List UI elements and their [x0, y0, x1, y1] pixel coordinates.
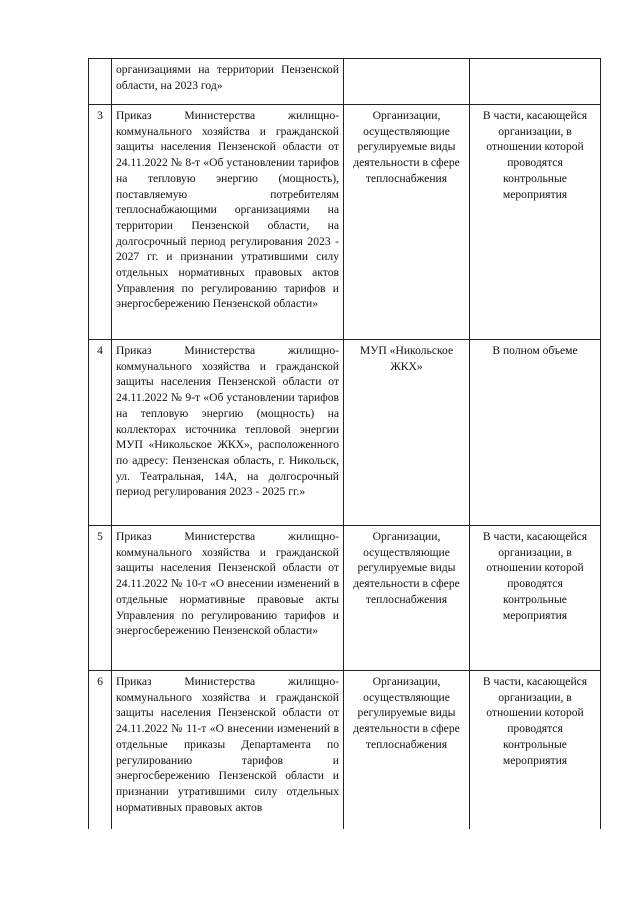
- organization-cell: [344, 59, 470, 105]
- document-title: организациями на территории Пензенской области, на 2023 год»: [112, 59, 344, 105]
- scope-cell: В полном объеме: [470, 340, 601, 526]
- row-number: 4: [89, 340, 112, 526]
- organization-cell: Организации, осуществляющие регулируемые виды деятельности в сфере теплоснабжения: [344, 105, 470, 340]
- documents-table: [88, 58, 601, 829]
- row-number: 6: [89, 671, 112, 829]
- organization-cell: Организации, осуществляющие регулируемые виды деятельности в сфере теплоснабжения: [344, 526, 470, 671]
- document-title: Приказ Министерства жилищно-коммунального хозяйства и гражданской защиты населения Пензенской области от 24.11.2022 № 10-т «О внесении изменений в отдельные нормативные правовые акты Управления по регулированию тарифов и энергосбережению Пензенской области»: [112, 526, 344, 671]
- row-number: 3: [89, 105, 112, 340]
- document-title: Приказ Министерства жилищно-коммунального хозяйства и гражданской защиты населения Пензенской области от 24.11.2022 № 9-т «Об установлении тарифов на тепловую энергию (мощность) на коллекторах источника тепловой энергии МУП «Никольское ЖКХ», расположенного по адресу: Пензенская область, г. Никольск, ул. Театральная, 14А, на долгосрочный период регулирования 2023 - 2025 гг.»: [112, 340, 344, 526]
- scope-cell: В части, касающейся организации, в отношении которой проводятся контрольные мероприятия: [470, 105, 601, 340]
- table-row: [89, 59, 601, 105]
- organization-cell: Организации, осуществляющие регулируемые виды деятельности в сфере теплоснабжения: [344, 671, 470, 829]
- document-title: Приказ Министерства жилищно-коммунального хозяйства и гражданской защиты населения Пензенской области от 24.11.2022 № 8-т «Об установлении тарифов на тепловую энергию (мощность), поставляемую потребителям теплоснабжающими организациями на территории Пензенской области, на долгосрочный период регулирования 2023 - 2027 гг. и признании утратившими силу отдельных нормативных правовых актов Управления по регулированию тарифов и энергосбережению Пензенской области»: [112, 105, 344, 340]
- scope-cell: [470, 59, 601, 105]
- row-number: [89, 59, 112, 105]
- table-row: [89, 671, 601, 829]
- document-title: Приказ Министерства жилищно-коммунального хозяйства и гражданской защиты населения Пензенской области от 24.11.2022 № 11-т «О внесении изменений в отдельные приказы Департамента по регулированию тарифов и энергосбережению Пензенской области и признании утратившими силу отдельных нормативных правовых актов: [112, 671, 344, 829]
- organization-cell: МУП «Никольское ЖКХ»: [344, 340, 470, 526]
- scope-cell: В части, касающейся организации, в отношении которой проводятся контрольные мероприятия: [470, 671, 601, 829]
- row-number: 5: [89, 526, 112, 671]
- table-row: [89, 340, 601, 526]
- scope-cell: В части, касающейся организации, в отношении которой проводятся контрольные мероприятия: [470, 526, 601, 671]
- table-row: [89, 105, 601, 340]
- table-row: [89, 526, 601, 671]
